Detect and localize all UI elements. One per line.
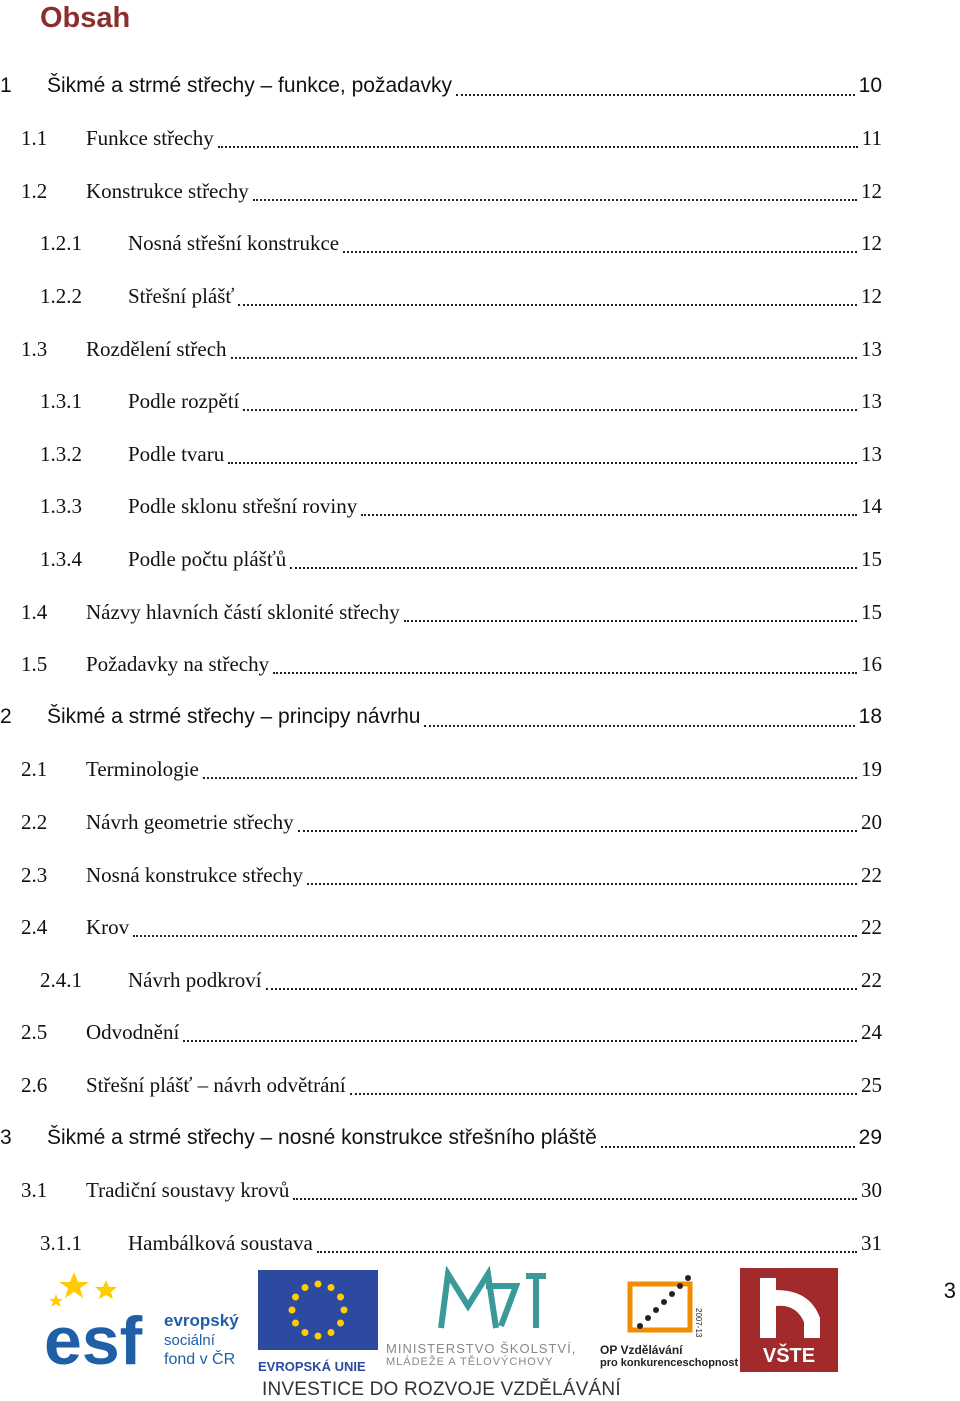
eu-star-icon	[302, 1284, 309, 1291]
toc-entry-number: 1.2	[21, 178, 48, 203]
toc-entry-title: Tradiční soustavy krovů	[86, 1178, 290, 1203]
op-year: 2007-13	[694, 1308, 703, 1338]
eu-star-icon	[292, 1294, 299, 1301]
toc-entry-number: 2.1	[21, 757, 48, 782]
toc-entry[interactable]	[0, 60, 960, 112]
toc-entry-title: Názvy hlavních částí sklonité střechy	[86, 599, 400, 624]
toc-entry-title: Šikmé a strmé střechy – funkce, požadavky	[47, 74, 452, 97]
toc-entry-page: 22	[861, 915, 882, 940]
toc-entry-number: 1.3	[21, 336, 48, 361]
page-number: 3	[943, 1278, 956, 1303]
toc-entry-number: 1.3.3	[40, 494, 82, 519]
investice-slogan: INVESTICE DO ROZVOJE VZDĚLÁVÁNÍ	[262, 1379, 621, 1400]
toc-entry-leader	[243, 408, 857, 411]
toc-entry-title: Požadavky na střechy	[86, 652, 270, 677]
toc-entry-page: 11	[861, 126, 882, 151]
vste-logo	[740, 1268, 838, 1372]
toc-entry-page: 12	[861, 283, 882, 308]
eu-star-icon	[289, 1307, 296, 1314]
toc-entry-title: Podle rozpětí	[128, 389, 240, 414]
eu-logo	[258, 1270, 378, 1374]
toc-entry-page: 14	[861, 494, 882, 519]
toc-entry-leader	[456, 93, 855, 96]
toc-entry-page: 15	[861, 546, 882, 571]
toc-entry-leader	[203, 776, 857, 779]
toc-entry-page: 12	[861, 178, 882, 203]
toc-entry-title: Střešní plášť – návrh odvětrání	[86, 1072, 346, 1097]
toc-entry-page: 30	[861, 1178, 882, 1203]
toc-entry[interactable]	[0, 1007, 960, 1059]
op-line1: OP Vzdělávání	[600, 1343, 683, 1357]
toc-entry-number: 1.5	[21, 652, 48, 677]
toc-entry-page: 22	[861, 967, 882, 992]
toc-entry[interactable]	[0, 954, 960, 1006]
toc-entry-page: 29	[858, 1126, 882, 1149]
toc-entry-title: Podle počtu plášťů	[128, 546, 287, 571]
toc-entry-leader	[228, 461, 857, 464]
toc-entry-leader	[183, 1039, 857, 1042]
toc-entry-number: 1.2.1	[40, 231, 82, 256]
toc-entry-leader	[361, 513, 857, 516]
toc-entry-page: 18	[858, 705, 882, 729]
toc-entry[interactable]	[0, 376, 960, 428]
toc-entry-page: 22	[861, 862, 882, 887]
toc-entry-number: 1.3.1	[40, 389, 82, 414]
toc-entry-leader	[133, 934, 857, 937]
toc-entry-title: Odvodnění	[86, 1020, 180, 1045]
toc-entry-leader	[307, 882, 857, 885]
toc-entry[interactable]	[0, 639, 960, 691]
toc-entry-page: 25	[861, 1072, 882, 1097]
toc-entry-title: Nosná střešní konstrukce	[128, 231, 340, 256]
toc-entry-page: 31	[861, 1230, 882, 1255]
eu-star-icon	[341, 1307, 348, 1314]
toc-entry-page: 10	[858, 74, 882, 97]
eu-label: EVROPSKÁ UNIE	[258, 1359, 366, 1374]
toc-entry-number: 1	[0, 74, 12, 97]
toc-entry-title: Funkce střechy	[86, 126, 214, 151]
svg-text:fond v ČR: fond v ČR	[164, 1351, 236, 1368]
toc-entry-number: 2.4.1	[40, 967, 82, 992]
toc-entry-leader	[231, 356, 857, 359]
toc-entry-title: Krov	[86, 915, 130, 940]
toc-entry-number: 1.1	[21, 126, 48, 151]
toc-entry-number: 2.5	[21, 1020, 48, 1045]
msmt-emblem-icon	[386, 1266, 598, 1336]
toc-entry-page: 13	[861, 336, 882, 361]
eu-star-icon	[302, 1329, 309, 1336]
toc-entry-leader	[317, 1250, 857, 1253]
toc-entry-title: Nosná konstrukce střechy	[86, 862, 303, 887]
toc-entry[interactable]	[0, 744, 960, 796]
eu-star-icon	[315, 1333, 322, 1340]
msmt-logo	[386, 1266, 598, 1370]
esf-logo-big: esf	[44, 1303, 143, 1374]
eu-star-icon	[328, 1284, 335, 1291]
toc-entry-title: Střešní plášť	[128, 283, 235, 308]
toc-entry-number: 2.2	[21, 809, 48, 834]
toc-entry-title: Konstrukce střechy	[86, 178, 249, 203]
eu-star-icon	[292, 1320, 299, 1327]
op-line2: pro konkurenceschopnost	[600, 1357, 739, 1369]
op-logo	[600, 1268, 739, 1372]
toc-entry-number: 1.3.4	[40, 546, 82, 571]
toc-entry-number: 2.6	[21, 1072, 48, 1097]
toc-entry[interactable]	[0, 796, 960, 848]
toc-entry-page: 19	[861, 757, 882, 782]
toc-entry[interactable]	[0, 1059, 960, 1111]
toc-entry-leader	[293, 1197, 857, 1200]
toc-entry[interactable]	[0, 1112, 960, 1164]
eu-star-icon	[337, 1294, 344, 1301]
toc-entry[interactable]	[0, 165, 960, 217]
toc-entry[interactable]	[0, 481, 960, 533]
svg-text:evropský: evropský	[164, 1311, 239, 1330]
esf-logo	[44, 1268, 254, 1374]
toc-entry[interactable]	[0, 323, 960, 375]
toc-entry-leader	[253, 198, 857, 201]
toc-entry-title: Šikmé a strmé střechy – nosné konstrukce střešního pláště	[47, 1126, 597, 1149]
toc-entry-number: 2.4	[21, 915, 48, 940]
toc-entry-leader	[350, 1092, 857, 1095]
toc-entry[interactable]	[0, 1165, 960, 1217]
toc-entry-number: 2.3	[21, 862, 48, 887]
toc-entry-title: Rozdělení střech	[86, 336, 227, 361]
toc-entry-number: 1.2.2	[40, 283, 82, 308]
toc-entry-leader	[218, 145, 858, 148]
msmt-line2: MLÁDEŽE A TĚLOVÝCHOVY	[386, 1356, 554, 1368]
toc-entry-leader	[290, 566, 857, 569]
toc-entry-title: Podle sklonu střešní roviny	[128, 494, 358, 519]
op-emblem-icon	[600, 1268, 732, 1338]
toc-entry-number: 3.1.1	[40, 1230, 82, 1255]
toc-entry-leader	[273, 671, 857, 674]
toc-entry-leader	[298, 829, 857, 832]
toc-entry[interactable]	[0, 218, 960, 270]
toc-entry[interactable]	[0, 849, 960, 901]
toc-entry-number: 1.4	[21, 599, 48, 624]
toc-entry[interactable]	[0, 533, 960, 585]
toc-entry-title: Terminologie	[86, 757, 199, 782]
toc-entry-leader	[601, 1145, 855, 1148]
toc-entry-title: Podle tvaru	[128, 441, 225, 466]
eu-star-icon	[337, 1320, 344, 1327]
toc-entry-page: 20	[861, 809, 882, 834]
eu-flag-icon	[258, 1270, 378, 1350]
toc-entry-number: 3.1	[21, 1178, 48, 1203]
toc-entry-title: Návrh podkroví	[128, 967, 262, 992]
toc-entry-page: 15	[861, 599, 882, 624]
toc-entry-number: 1.3.2	[40, 441, 82, 466]
toc-entry-leader	[404, 619, 857, 622]
toc-entry-leader	[343, 250, 857, 253]
toc-entry-leader	[266, 987, 857, 990]
toc-entry-leader	[424, 724, 854, 727]
vste-label: VŠTE	[762, 1345, 816, 1367]
toc-entry-title: Návrh geometrie střechy	[86, 809, 294, 834]
toc-entry-number: 2	[0, 705, 12, 729]
toc-entry[interactable]	[0, 428, 960, 480]
toc-entry-page: 13	[861, 389, 882, 414]
toc-entry-title: Hambálková soustava	[128, 1230, 313, 1255]
toc-entry-leader	[238, 303, 857, 306]
toc-entry-page: 12	[861, 231, 882, 256]
toc-entry[interactable]	[0, 691, 960, 743]
svg-text:sociální: sociální	[164, 1332, 215, 1349]
toc-entry-page: 24	[861, 1020, 882, 1045]
eu-star-icon	[328, 1329, 335, 1336]
toc-entry-page: 16	[861, 652, 882, 677]
eu-star-icon	[315, 1281, 322, 1288]
toc-entry-title: Šikmé a strmé střechy – principy návrhu	[47, 705, 421, 729]
toc-entry[interactable]	[0, 113, 960, 165]
toc-entry-page: 13	[861, 441, 882, 466]
toc-entry[interactable]	[0, 586, 960, 638]
toc-entry-number: 3	[0, 1126, 12, 1149]
msmt-line1: MINISTERSTVO ŠKOLSTVÍ,	[386, 1341, 577, 1356]
toc-entry[interactable]	[0, 270, 960, 322]
toc-entry[interactable]	[0, 902, 960, 954]
page-title: Obsah	[40, 2, 131, 34]
